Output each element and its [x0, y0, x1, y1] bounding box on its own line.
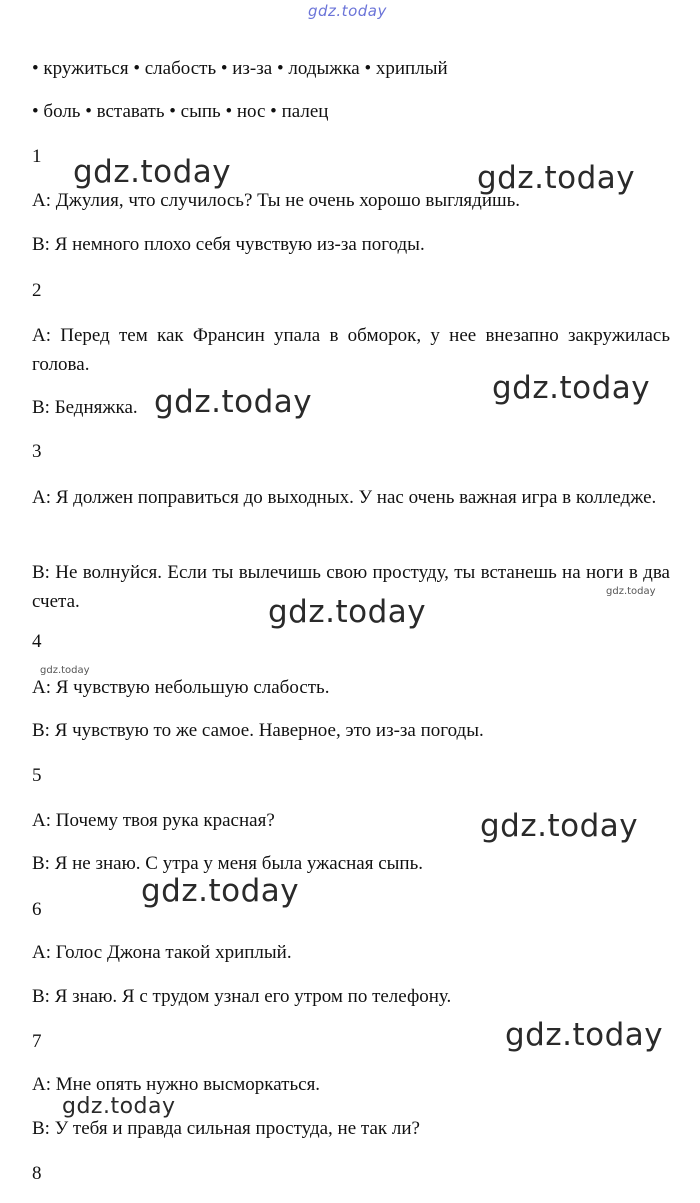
watermark-small: gdz.today — [40, 665, 90, 676]
watermark: gdz.today — [62, 1094, 176, 1119]
word-list-line-1: • кружиться • слабость • из-за • лодыжка • хриплый — [32, 58, 448, 79]
watermark: gdz.today — [268, 594, 427, 630]
dialogue-7-b: B: У тебя и правда сильная простуда, не так ли? — [32, 1118, 420, 1139]
dialogue-1-a: A: Джулия, что случилось? Ты не очень хорошо выглядишь. — [32, 190, 521, 211]
dialogue-6-a: A: Голос Джона такой хриплый. — [32, 942, 292, 963]
watermark-top: gdz.today — [308, 2, 387, 20]
watermark: gdz.today — [73, 154, 232, 190]
watermark-small: gdz.today — [606, 586, 656, 597]
dialogue-6-b: B: Я знаю. Я с трудом узнал его утром по телефону. — [32, 986, 452, 1007]
dialogue-1-b: B: Я немного плохо себя чувствую из-за погоды. — [32, 234, 425, 255]
watermark: gdz.today — [505, 1017, 664, 1053]
watermark: gdz.today — [141, 873, 300, 909]
dialogue-2-b: B: Бедняжка. — [32, 397, 138, 418]
dialogue-5-a: A: Почему твоя рука красная? — [32, 810, 275, 831]
dialogue-2-a: A: Перед тем как Франсин упала в обморок, у нее внезапно закружилась голова. — [32, 325, 670, 375]
dialogue-3-b: B: Не волнуйся. Если ты вылечишь свою простуду, ты встанешь на ноги в два счета. — [32, 562, 670, 612]
watermark: gdz.today — [492, 370, 651, 406]
item-number-5: 5 — [32, 765, 42, 786]
item-number-6: 6 — [32, 899, 42, 920]
watermark: gdz.today — [480, 808, 639, 844]
dialogue-4-a: A: Я чувствую небольшую слабость. — [32, 677, 330, 698]
watermark: gdz.today — [477, 160, 636, 196]
dialogue-4-b: B: Я чувствую то же самое. Наверное, это из-за погоды. — [32, 720, 484, 741]
item-number-2: 2 — [32, 280, 42, 301]
dialogue-7-a: A: Мне опять нужно высморкаться. — [32, 1074, 321, 1095]
word-list-line-2: • боль • вставать • сыпь • нос • палец — [32, 101, 329, 122]
dialogue-5-b: B: Я не знаю. С утра у меня была ужасная сыпь. — [32, 853, 423, 874]
item-number-4: 4 — [32, 631, 42, 652]
item-number-8: 8 — [32, 1163, 42, 1184]
watermark: gdz.today — [154, 384, 313, 420]
dialogue-3-a: A: Я должен поправиться до выходных. У нас очень важная игра в колледже. — [32, 487, 657, 508]
item-number-7: 7 — [32, 1031, 42, 1052]
item-number-3: 3 — [32, 441, 42, 462]
item-number-1: 1 — [32, 146, 42, 167]
